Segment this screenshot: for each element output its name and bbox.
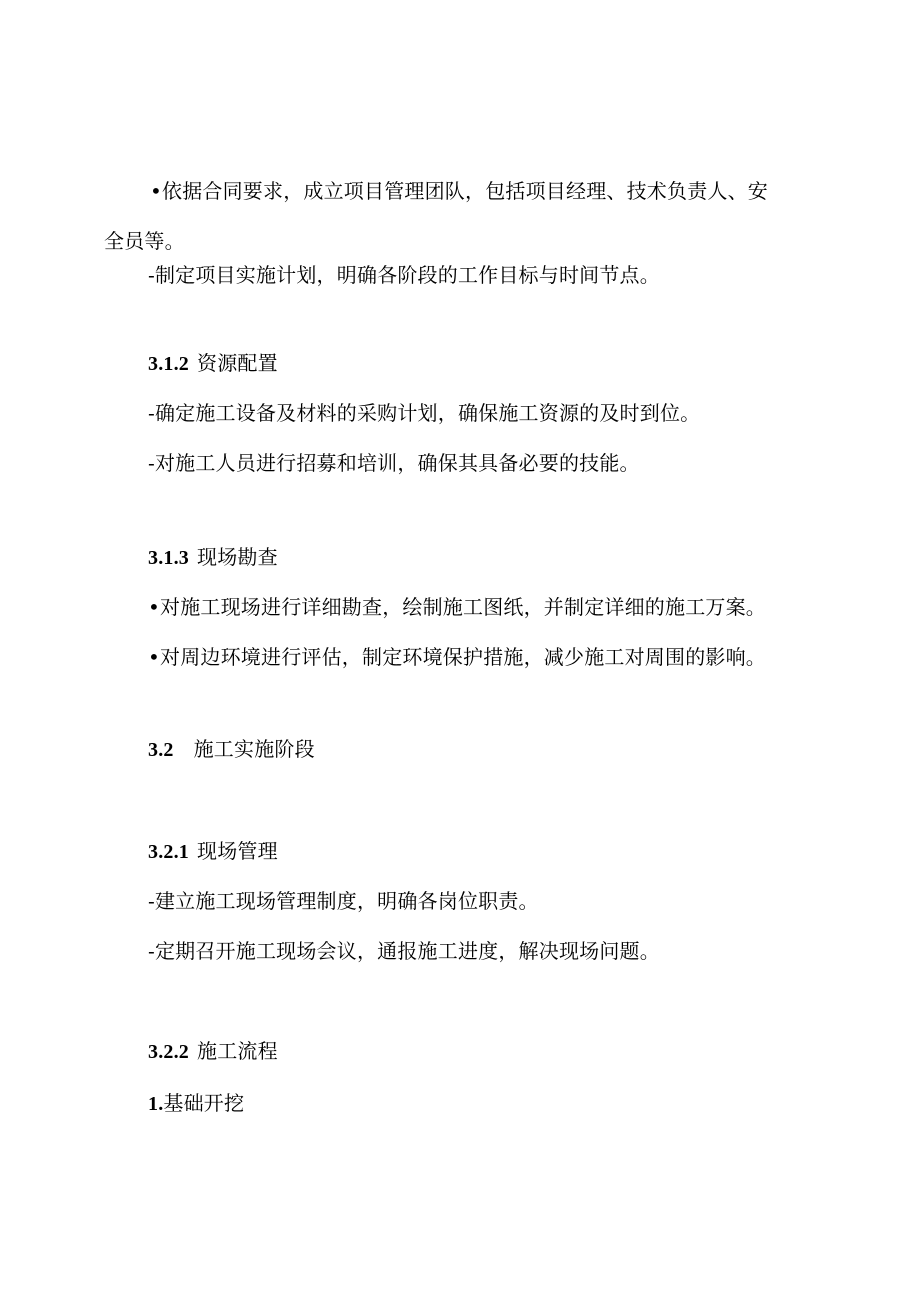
heading-number: 3.2: [148, 739, 174, 761]
heading-title: 现场管理: [197, 839, 278, 863]
paragraph-meetings: -定期召开施工现场会议，通报施工进度，解决现场问题。: [148, 939, 660, 963]
heading-title: 资源配置: [197, 351, 278, 375]
heading-3-1-3: [148, 544, 278, 571]
paragraph-site-rules: -建立施工现场管理制度，明确各岗位职责。: [148, 889, 539, 913]
paragraph-training: -对施工人员进行招募和培训，确保其具备必要的技能。: [148, 451, 640, 475]
heading-3-2-1: [148, 838, 278, 865]
heading-title: 施工实施阶段: [193, 737, 315, 761]
heading-3-2: [148, 736, 315, 763]
heading-3-1-2: [148, 350, 278, 377]
heading-number: 3.1.3: [148, 547, 189, 569]
paragraph-survey: •对施工现场进行详细勘查，绘制施工图纸，并制定详细的施工万案。: [148, 595, 766, 619]
list-item-number: 1.: [148, 1093, 164, 1115]
paragraph-environment: •对周边环境进行评估，制定环境保护措施，减少施工对周围的影响。: [148, 645, 766, 669]
heading-title: 施工流程: [197, 1039, 278, 1063]
paragraph-team-line1: •依据合同要求，成立项目管理团队，包括项目经理、技术负责人、安: [150, 179, 768, 203]
heading-number: 3.2.1: [148, 841, 189, 863]
heading-3-2-2: [148, 1038, 278, 1065]
paragraph-team-line2: 全员等。: [104, 229, 185, 253]
heading-title: 现场勘查: [197, 545, 278, 569]
heading-number: 3.2.2: [148, 1041, 189, 1063]
heading-number: 3.1.2: [148, 353, 189, 375]
paragraph-plan: -制定项目实施计划，明确各阶段的工作目标与时间节点。: [148, 263, 660, 287]
list-item-title: 基础开挖: [163, 1091, 245, 1115]
list-item-1: [148, 1090, 244, 1117]
paragraph-procurement: -确定施工设备及材料的采购计划，确保施工资源的及时到位。: [148, 401, 701, 425]
